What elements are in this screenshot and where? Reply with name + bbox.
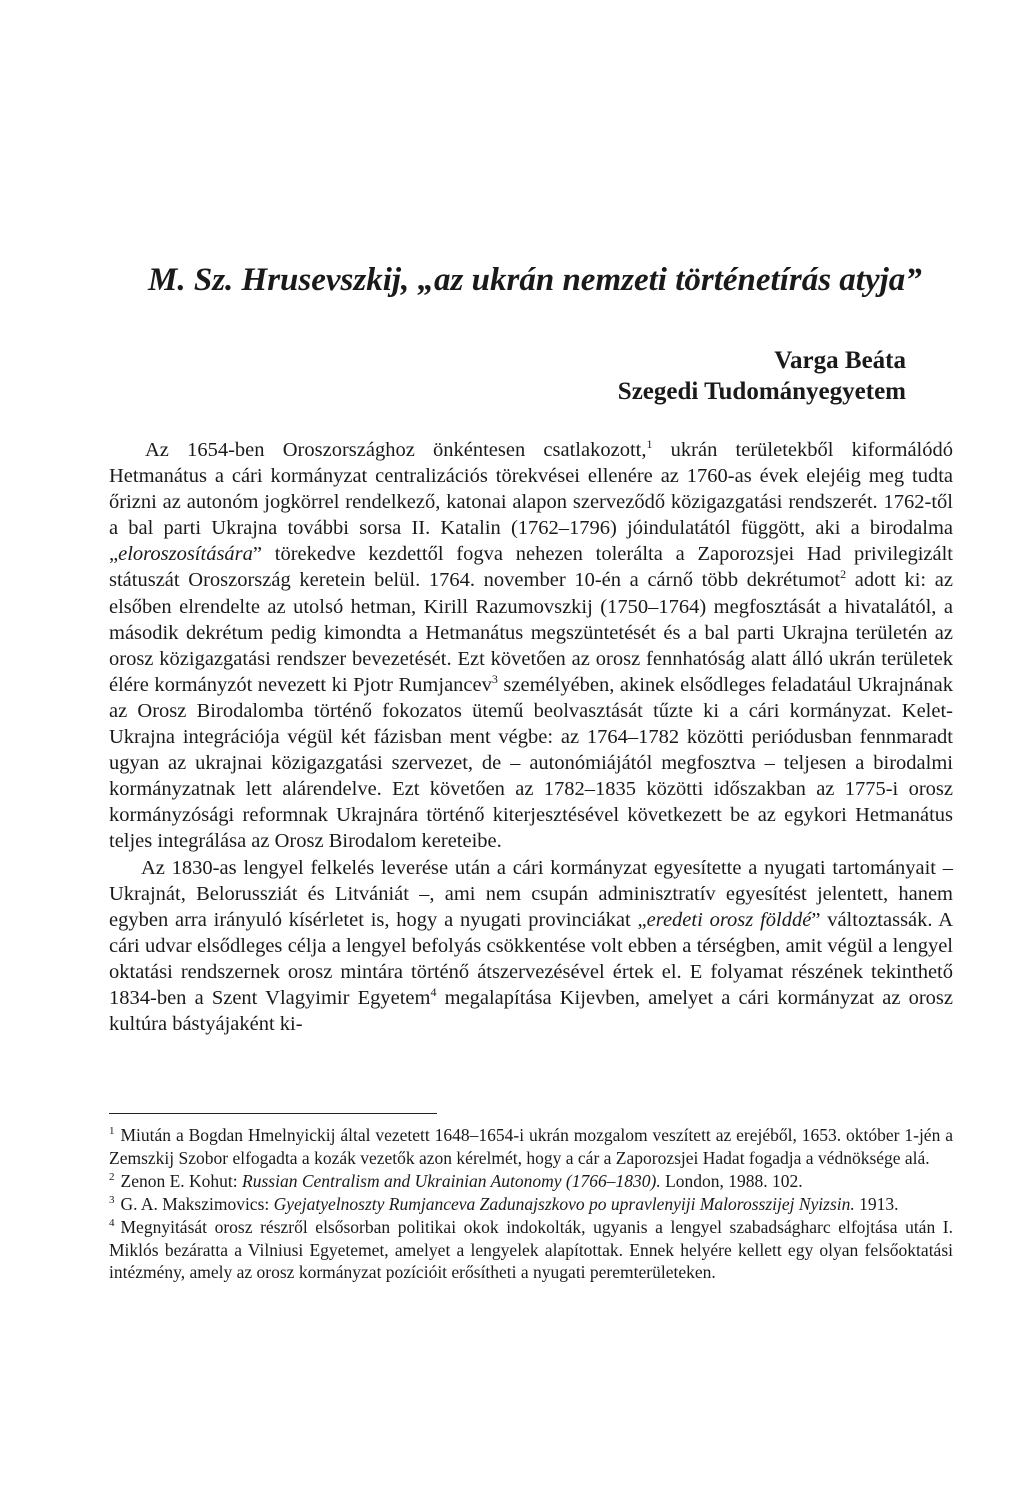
text-run: ” változtassák. A cári udvar elsődleges célja a lengyel befolyás csökkentése volt ebben a térségben, amit végül a lengyel oktatási rendszernek orosz mintára történő átszervezésével értek el. E folyamat részének tekinthető 1834-ben a Szent Vlagyimir Egyetem bbox=[109, 908, 953, 1009]
footnotes bbox=[109, 1124, 953, 1284]
footnote-4 bbox=[109, 1216, 953, 1285]
footnote-ref-1: 1 bbox=[646, 437, 653, 452]
author-affiliation: Szegedi Tudományegyetem bbox=[617, 378, 906, 405]
article-title: M. Sz. Hrusevszkij, „az ukrán nemzeti történetírás atyja” bbox=[148, 262, 922, 298]
body-paragraph-2 bbox=[109, 855, 953, 1038]
text-run: Az 1654-ben Oroszországhoz önkéntesen csatlakozott, bbox=[145, 439, 647, 461]
footnote-text: G. A. Makszimovics: bbox=[120, 1193, 274, 1214]
text-run: Az 1830-as lengyel felkelés leverése után a cári kormányzat egyesítette a nyugati tartományait – Ukrajnát, Belorussziát és Litvániát –, ami nem csupán adminisztratív egyesítést jelentett, hanem egyben arra irányuló kísérletet is, hogy a nyugati provinciákat „ bbox=[109, 856, 953, 931]
footnote-text: London, 1988. 102. bbox=[660, 1170, 803, 1191]
text-run: megalapítása Kijevben, amelyet a cári kormányzat az orosz kultúra bástyájaként ki- bbox=[109, 986, 953, 1036]
footnote-number: 2 bbox=[109, 1170, 115, 1183]
footnote-1 bbox=[109, 1124, 953, 1170]
footnote-number: 4 bbox=[109, 1216, 115, 1229]
article-body bbox=[109, 437, 953, 1037]
text-run: ” törekedve kezdettől fogva nehezen tolerálta a Zaporozsjei Had privilegizált státuszát Oroszország keretein belül. 1764. november 10-én a cárnő több dekrétumot bbox=[109, 543, 953, 592]
footnote-text: 1913. bbox=[854, 1193, 899, 1214]
text-run: adott ki: az elsőben elrendelte az utolsó hetman, Kirill Razumovszkij (1750–1764) megfosztását a hivatalától, a második dekrétum pedig kimondta a Hetmanátus megszüntetését és a bal parti Ukrajna területén az orosz közigazgatási rendszer bevezetését. Ezt követően az orosz fennhatóság alatt álló ukrán területek élére kormányzót nevezett ki Pjotr Rumjancev bbox=[109, 569, 953, 696]
text-run: ukrán területekből kiformálódó Hetmanátus a cári kormányzat centralizációs törekvései ellenére az 1760-as évek elejéig meg tudta őrizni az autonóm jogkörrel rendelkező, katonai alapon szerveződő közigazgatási rendszerét. 1762-től a bal parti Ukrajna további sorsa II. Katalin (1762–1796) jóindulatától függött, aki a birodalma „ bbox=[109, 439, 954, 566]
footnote-ref-3: 3 bbox=[491, 672, 498, 687]
byline bbox=[618, 345, 906, 407]
footnote-text: Miután a Bogdan Hmelnyickij által vezetett 1648–1654-i ukrán mozgalom veszített az erejéből, 1653. október 1-jén a Zemszkij Szobor elfogadta a kozák vezetők azon kérelmét, hogy a cár a Zaporozsjei Hadat fogadja a védnöksége alá. bbox=[109, 1125, 953, 1168]
italic-term: eredeti orosz földdé bbox=[646, 908, 812, 931]
footnote-text: Zenon E. Kohut: bbox=[120, 1170, 243, 1191]
footnote-book-title: Gyejatyelnoszty Rumjanceva Zadunajszkovo po upravlenyiji Malorosszijej Nyizsin. bbox=[273, 1193, 855, 1214]
footnote-number: 1 bbox=[109, 1125, 115, 1138]
footnote-ref-2: 2 bbox=[840, 567, 847, 582]
footnote-number: 3 bbox=[109, 1193, 115, 1206]
footnote-3 bbox=[109, 1193, 953, 1216]
footnote-ref-4: 4 bbox=[430, 985, 437, 1000]
italic-term: eloroszosítására bbox=[118, 543, 253, 566]
footnote-2 bbox=[109, 1170, 953, 1193]
footnote-separator bbox=[109, 1113, 437, 1114]
body-paragraph-1 bbox=[109, 437, 953, 855]
text-run: személyében, akinek elsődleges feladatául Ukrajnának az Orosz Birodalomba történő fokozatos ütemű beolvasztását tűzte ki a cári kormányzat. Kelet-Ukrajna integrációja végül két fázisban ment végbe: az 1764–1782 közötti periódusban fennmaradt ugyan az ukrajnai közigazgatási szervezet, de – autonómiájától megfosztva – teljesen a birodalmi kormányzatnak lett alárendelve. Ezt követően az 1782–1835 közötti időszakban az 1775-i orosz kormányzósági reformnak Ukrajnára történő kiterjesztésével következett be az egykori Hetmanátus teljes integrálása az Orosz Birodalom kereteibe. bbox=[109, 673, 953, 853]
author-name: Varga Beáta bbox=[774, 347, 906, 374]
footnote-text: Megnyitását orosz részről elsősorban politikai okok indokolták, ugyanis a lengyel szabadságharc elfojtása után I. Miklós bezáratta a Vilniusi Egyetemet, amelyet a lengyelek alapítottak. Ennek helyére kellett egy olyan felsőoktatási intézmény, amely az orosz kormányzat pozícióit erősítheti a nyugati peremterületeken. bbox=[109, 1216, 953, 1283]
footnote-book-title: Russian Centralism and Ukrainian Autonomy (1766–1830). bbox=[242, 1170, 661, 1191]
